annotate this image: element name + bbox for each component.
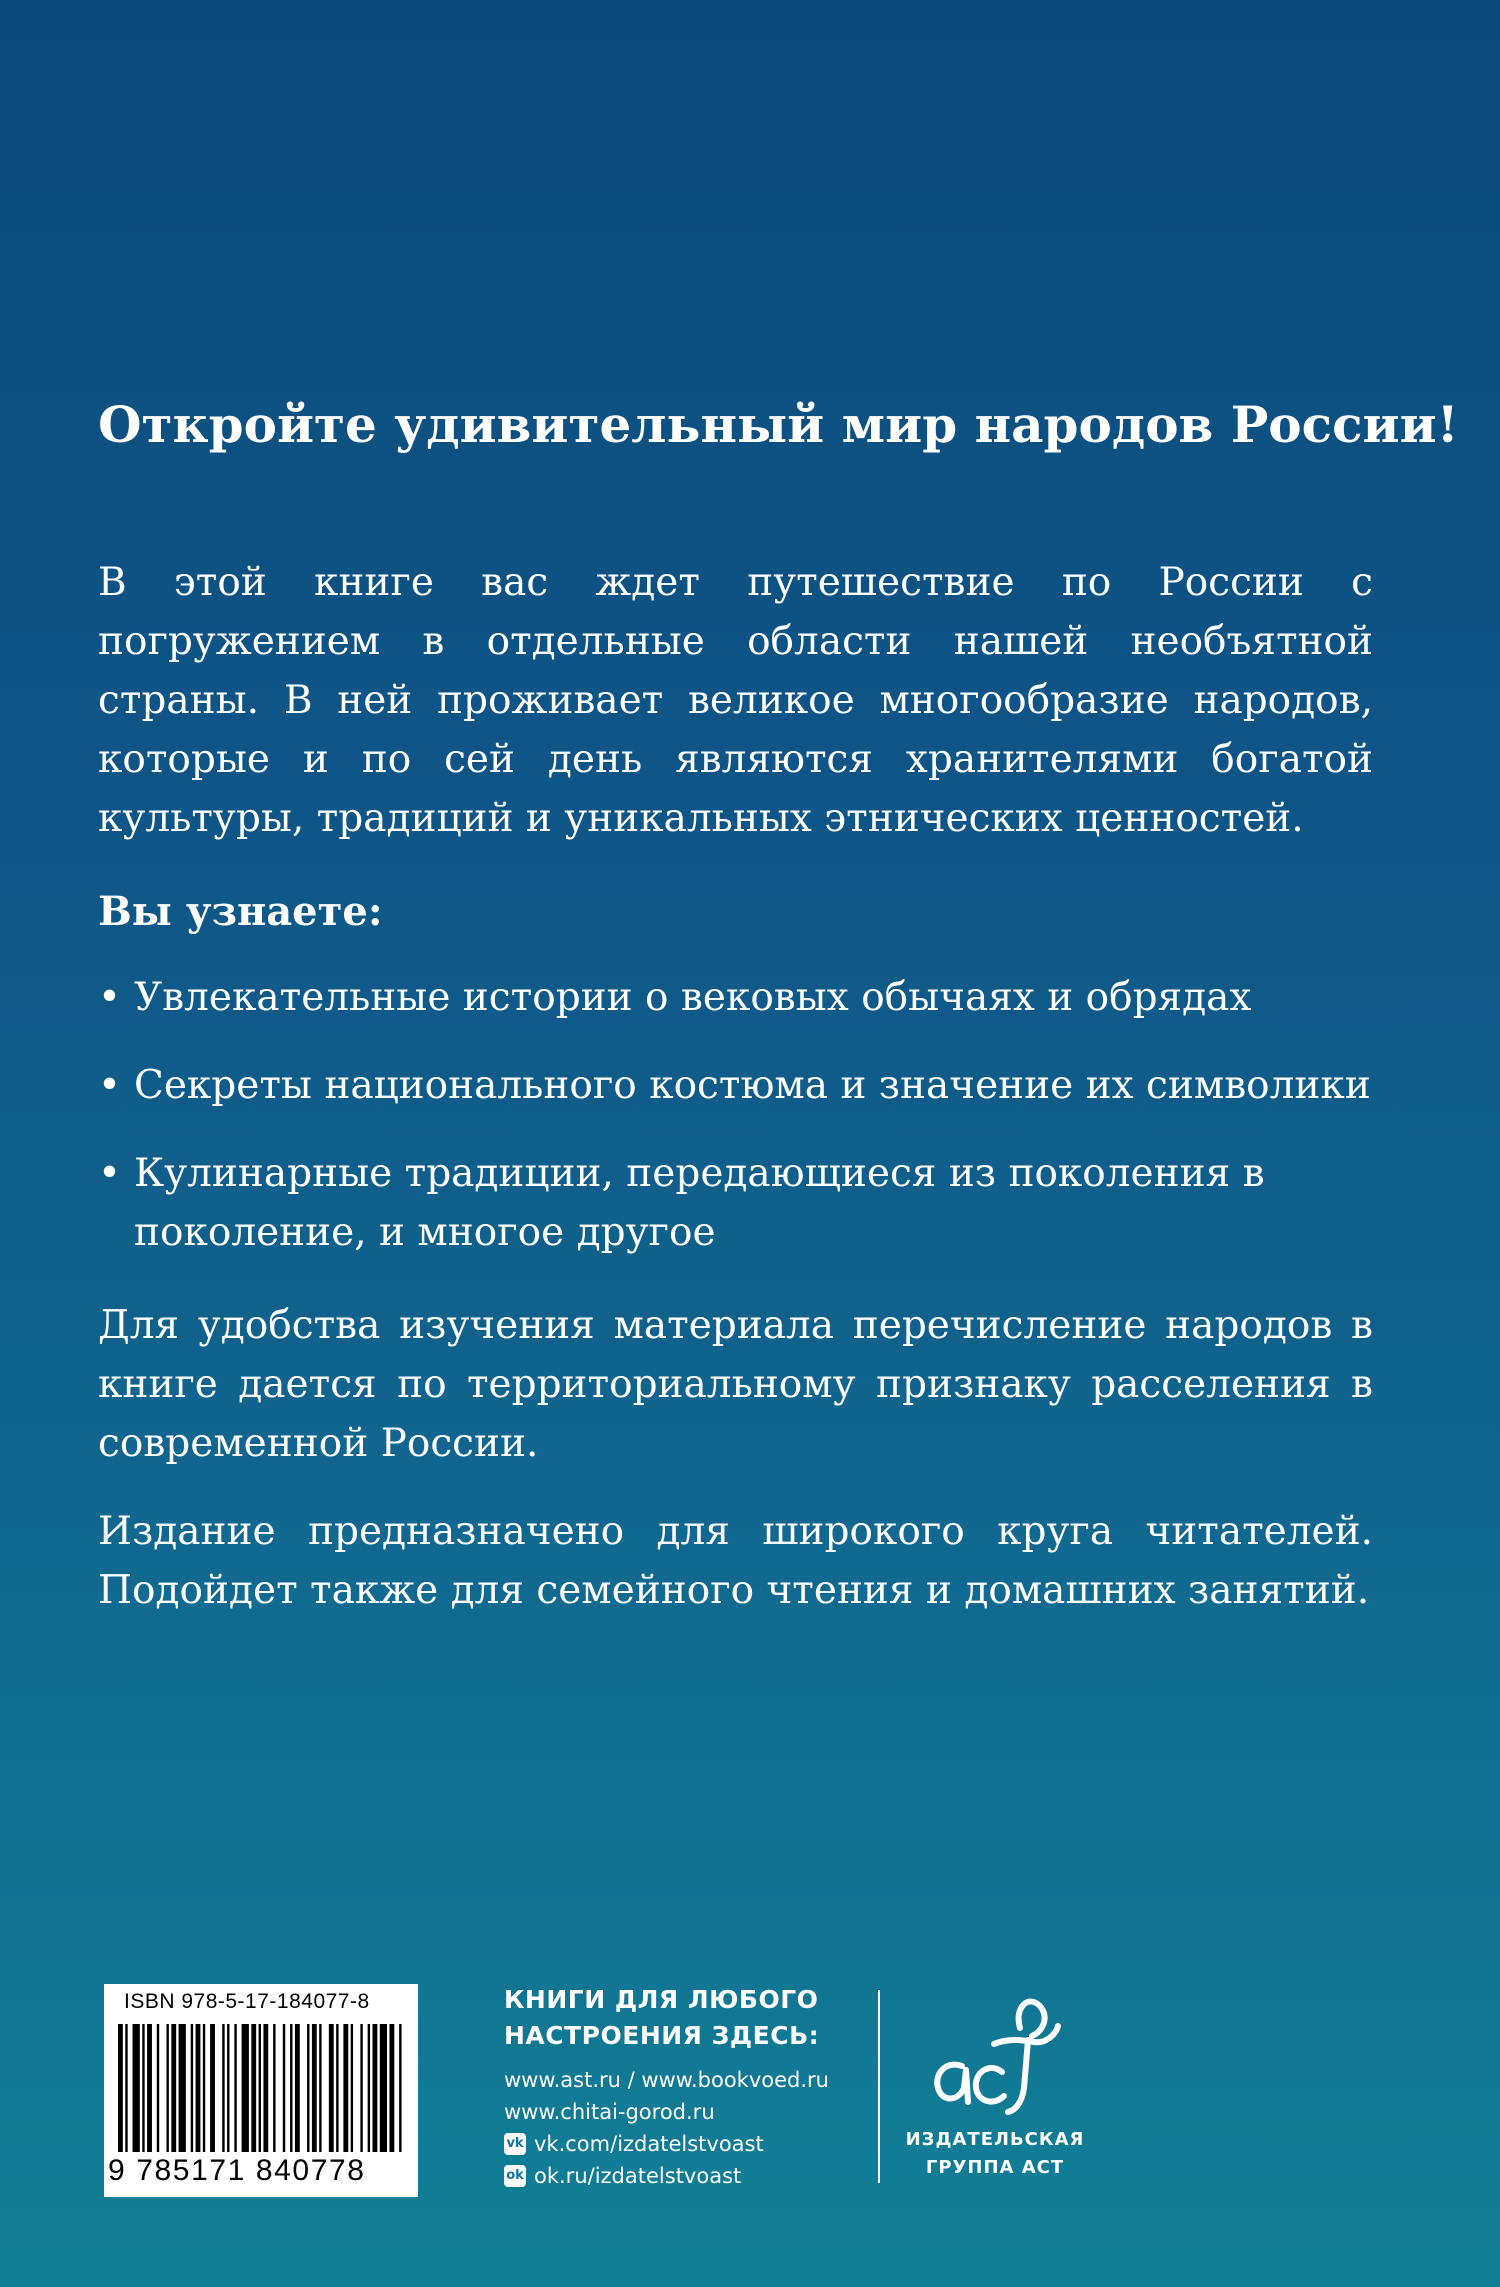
bullet-item [98, 1056, 1398, 1115]
vk-icon: vk [504, 2133, 526, 2155]
barcode-bar [343, 2024, 348, 2152]
barcode-bar [222, 2024, 224, 2152]
vk-row[interactable] [504, 2128, 874, 2160]
bullet-dot-icon: • [98, 1151, 122, 1196]
bullet-text: Секреты национального костюма и значение их символики [134, 1063, 1371, 1108]
bullet-text: Кулинарные традиции, передающиеся из поколения в поколение, и многое другое [134, 1151, 1265, 1255]
barcode-bar [329, 2024, 334, 2152]
publisher-line2: ГРУППА АСТ [925, 2157, 1065, 2178]
barcode-bar [360, 2024, 362, 2152]
intro-paragraph: В этой книге вас ждет путешествие по России с погружением в отдельные области нашей необъятной страны. В ней проживает великое многообразие народов, которые и по сей день являются хранителями богатой культуры, традиций и уникальных этнических ценностей. [98, 560, 1373, 841]
barcode-bar [399, 2024, 401, 2152]
barcode-bar [263, 2024, 268, 2152]
ok-link[interactable]: ok.ru/izdatelstvoast [534, 2164, 742, 2188]
barcode-bar [368, 2024, 370, 2152]
barcode-bar [133, 2024, 140, 2152]
barcode-bar [259, 2024, 261, 2152]
barcode-bar [210, 2024, 215, 2152]
promo-block [504, 1982, 874, 2192]
barcode-bar [351, 2024, 353, 2152]
barcode-box [104, 1984, 418, 2197]
bullet-text: Увлекательные истории о вековых обычаях и обрядах [134, 975, 1252, 1020]
bullet-dot-icon: • [98, 1063, 122, 1108]
barcode-bar [312, 2024, 317, 2152]
barcode-bar [179, 2024, 186, 2152]
headline: Откройте удивительный мир народов России! [98, 395, 1459, 454]
vk-link[interactable]: vk.com/izdatelstvoast [534, 2132, 764, 2156]
promo-links [504, 2064, 874, 2192]
barcode-bar [171, 2024, 176, 2152]
barcode-bars [118, 2024, 404, 2152]
link-ast-bookvoed[interactable]: www.ast.ru / www.bookvoed.ru [504, 2068, 829, 2092]
barcode-bar [118, 2024, 123, 2152]
isbn-label: ISBN 978-5-17-184077-8 [124, 1990, 370, 2013]
barcode-bar [147, 2024, 152, 2152]
barcode-bar [142, 2024, 144, 2152]
bullet-dot-icon: • [98, 975, 122, 1020]
bullet-item [98, 1144, 1314, 1262]
barcode-bar [242, 2024, 249, 2152]
bullet-item [98, 968, 1398, 1027]
promo-title-line1: КНИГИ ДЛЯ ЛЮБОГО [504, 1985, 819, 2014]
barcode-bar [191, 2024, 193, 2152]
barcode-bar [273, 2024, 275, 2152]
audience-paragraph: Издание предназначено для широкого круга читателей. Подойдет также для семейного чтения и домашних занятий. [98, 1509, 1373, 1613]
barcode-bar [372, 2024, 377, 2152]
promo-title-line2: НАСТРОЕНИЯ ЗДЕСЬ: [504, 2021, 820, 2050]
footer-divider [878, 1990, 880, 2183]
barcode-bar [336, 2024, 338, 2152]
barcode-bar [295, 2024, 300, 2152]
barcode-digits: 9 785171 840778 [108, 2154, 366, 2187]
bullet-list [98, 968, 1398, 1291]
barcode-bar [166, 2024, 168, 2152]
territory-paragraph: Для удобства изучения материала перечисление народов в книге дается по территориальному признаку расселения в современной России. [98, 1303, 1373, 1466]
barcode-bar [307, 2024, 309, 2152]
ok-icon: ok [504, 2165, 526, 2187]
barcode-bar [157, 2024, 159, 2152]
barcode-bar [251, 2024, 256, 2152]
barcode-bar [234, 2024, 236, 2152]
learn-title: Вы узнаете: [98, 888, 383, 935]
ast-logo-icon [924, 1988, 1064, 2118]
barcode-bar [203, 2024, 205, 2152]
barcode-bar [196, 2024, 201, 2152]
publisher-logo [900, 1988, 1090, 2188]
barcode-bar [380, 2024, 387, 2152]
barcode-bar [125, 2024, 127, 2152]
barcode-bar [283, 2024, 285, 2152]
barcode-bar [319, 2024, 321, 2152]
barcode-bar [290, 2024, 292, 2152]
link-chitai-gorod[interactable]: www.chitai-gorod.ru [504, 2100, 715, 2124]
publisher-name [900, 2126, 1090, 2182]
barcode-bar [227, 2024, 229, 2152]
publisher-line1: ИЗДАТЕЛЬСКАЯ [905, 2129, 1085, 2150]
barcode-bar [389, 2024, 394, 2152]
ok-row[interactable] [504, 2160, 874, 2192]
